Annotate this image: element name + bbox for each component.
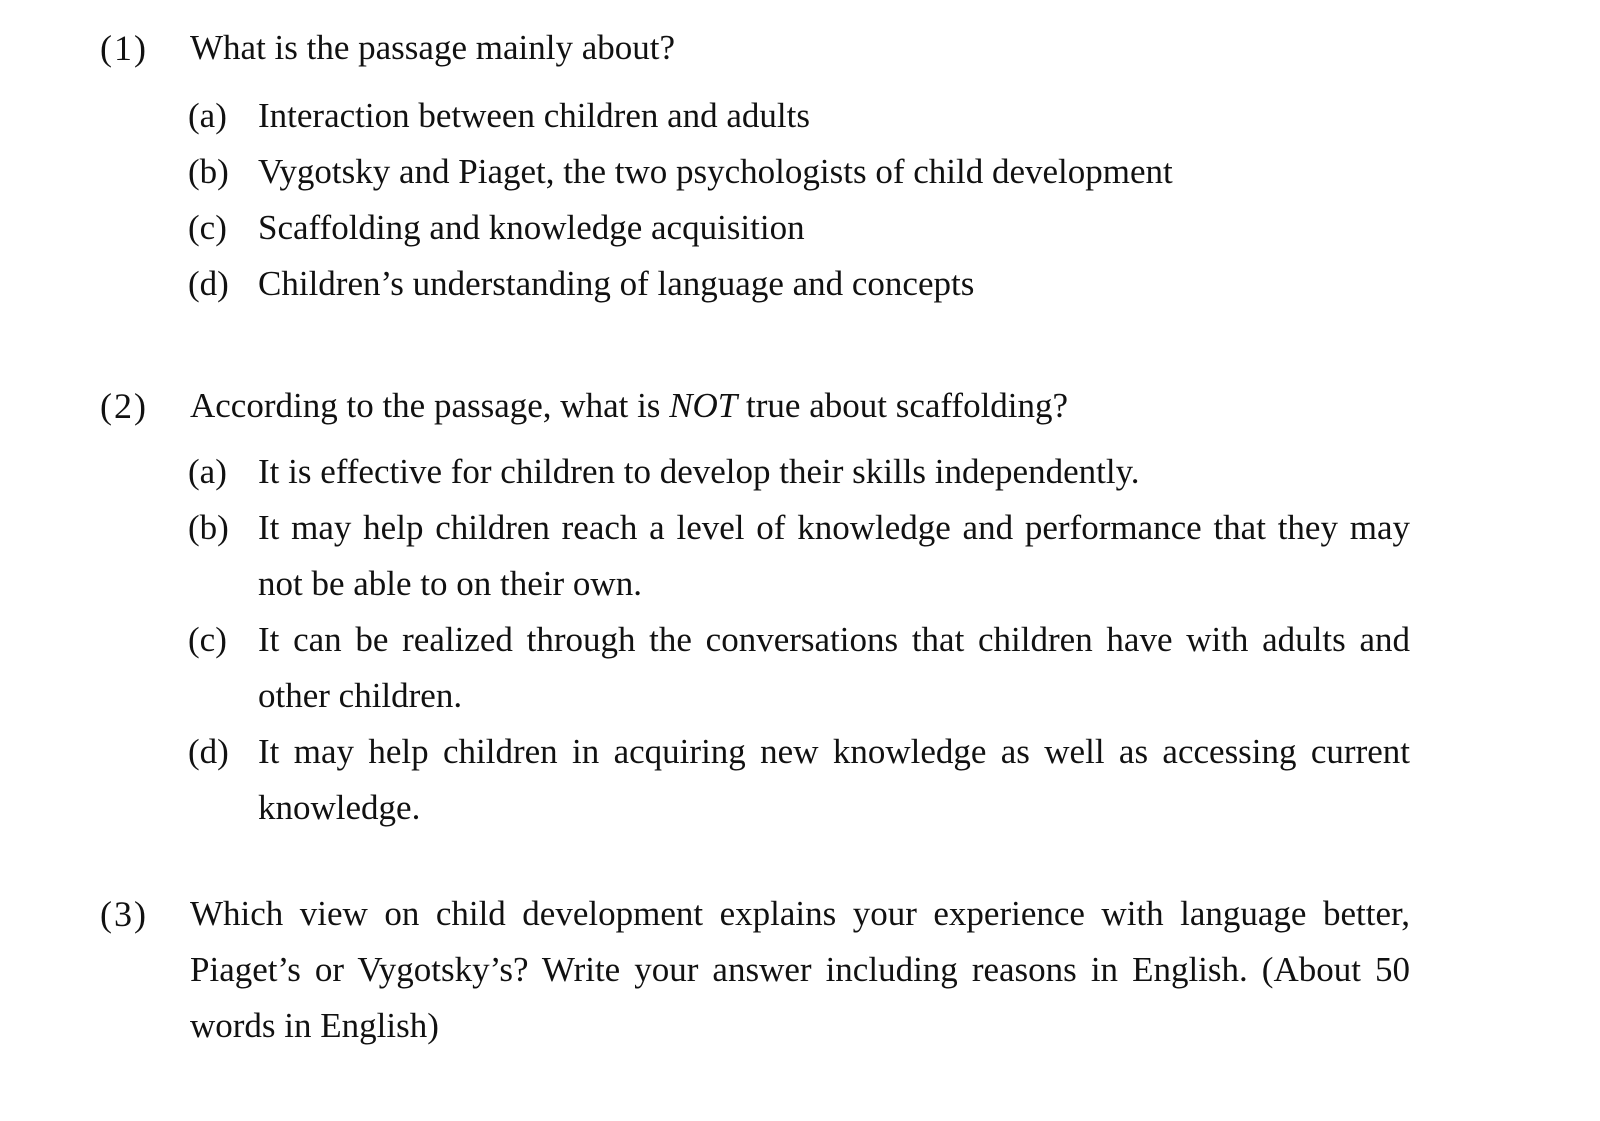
option-c [188,612,1410,724]
option-text: It may help children reach a level of knowledge and performance that they may not be able to on their own. [258,508,1410,603]
option-text: It can be realized through the conversations that children have with adults and other children. [258,620,1410,715]
stem-text-after: true about scaffolding? [737,386,1069,425]
question-number: (3) [100,894,148,934]
option-text: Interaction between children and adults [258,96,811,135]
option-letter: (a) [188,452,227,491]
question-number: (1) [100,28,148,68]
question-stem: What is the passage mainly about? [190,28,675,67]
option-letter: (c) [188,620,227,659]
question-stem [190,378,1410,434]
stem-text-before: According to the passage, what is [190,386,670,425]
option-text: Children’s understanding of language and concepts [258,264,975,303]
option-letter: (b) [188,152,229,191]
option-a [188,444,1410,500]
question-stem: Which view on child development explains your experience with language better, Piaget’s or Vygotsky’s? Write your answer including reasons in English. (About 50 words in English) [190,894,1410,1045]
option-letter: (c) [188,208,227,247]
option-letter: (d) [188,732,229,771]
option-b [188,144,1410,200]
option-d [188,724,1410,836]
option-letter: (a) [188,96,227,135]
option-a [188,88,1410,144]
option-text: It is effective for children to develop their skills independently. [258,452,1140,491]
option-d [188,256,1410,312]
option-text: It may help children in acquiring new knowledge as well as accessing current knowledge. [258,732,1410,827]
option-b [188,500,1410,612]
option-letter: (d) [188,264,229,303]
option-text: Scaffolding and knowledge acquisition [258,208,805,247]
answer-options [188,444,1410,836]
question-number: (2) [100,386,148,426]
option-c [188,200,1410,256]
stem-emphasis: NOT [669,386,738,425]
option-letter: (b) [188,508,229,547]
answer-options [188,88,1410,312]
option-text: Vygotsky and Piaget, the two psychologists of child development [258,152,1173,191]
